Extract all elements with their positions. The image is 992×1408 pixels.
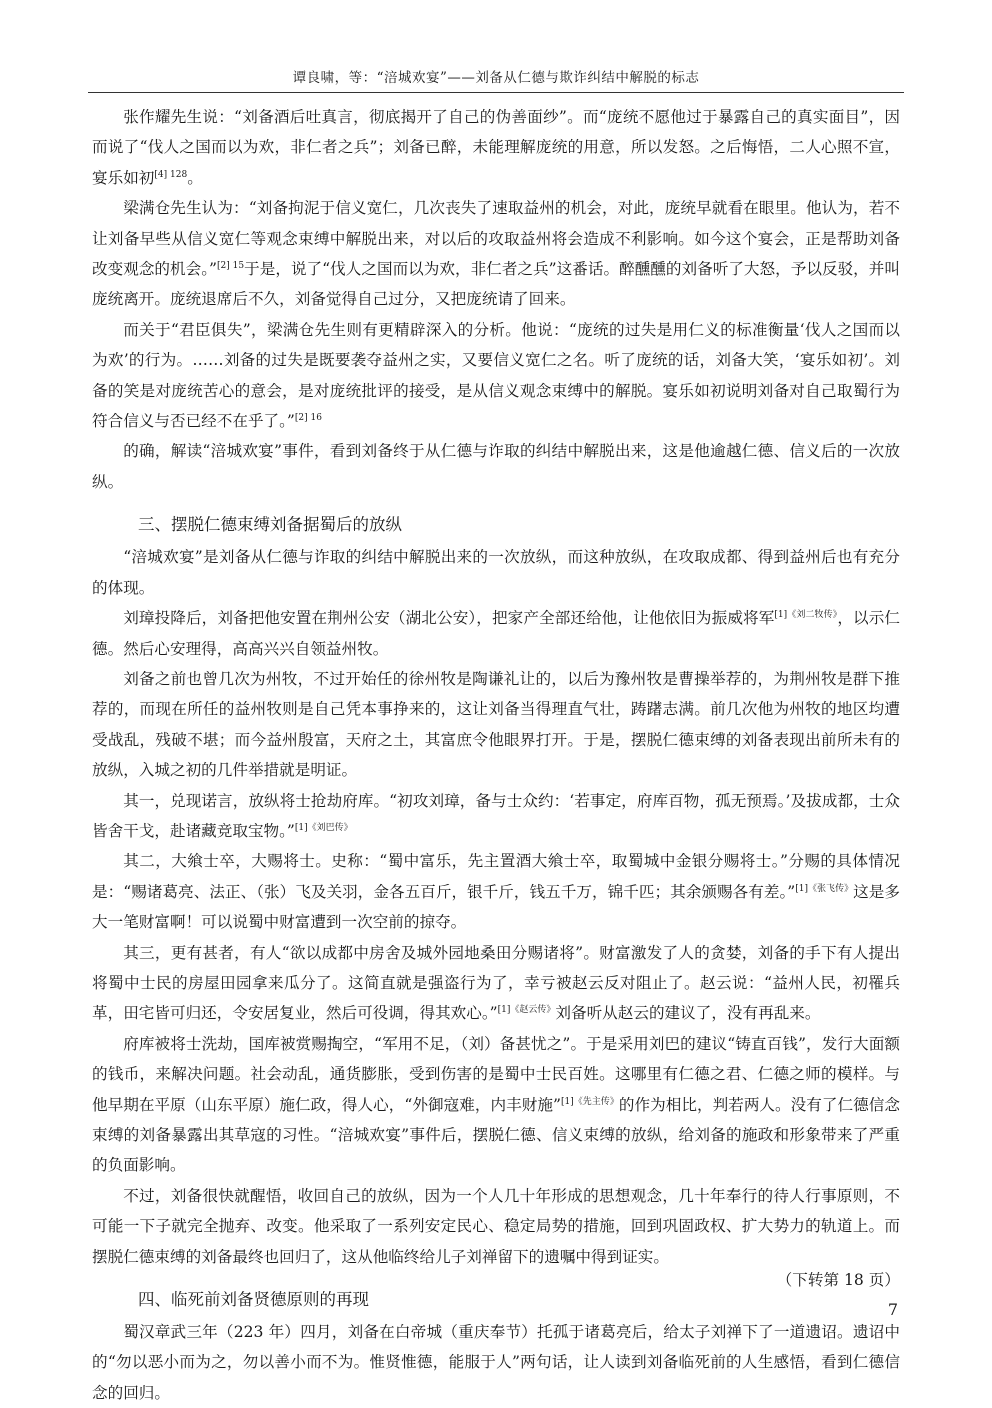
- citation-marker: [2] 15: [217, 260, 245, 271]
- paragraph: [92, 436, 900, 497]
- paragraph-text: 这是多大一笔财富啊！可以说蜀中财富遭到一次空前的掠夺。: [92, 882, 900, 932]
- paragraph-text: “涪城欢宴”是刘备从仁德与诈取的纠结中解脱出来的一次放纵，而这种放纵，在攻取成都、得到益州后也有充分的体现。: [92, 548, 900, 597]
- paragraph: [92, 1317, 900, 1408]
- citation-marker: [1]《刘二牧传》: [774, 609, 838, 620]
- running-header: 谭良啸，等：“涪城欢宴”——刘备从仁德与欺诈纠结中解脱的标志: [292, 70, 700, 86]
- paragraph-text: 刘备之前也曾几次为州牧，不过开始任的徐州牧是陶谦礼让的，以后为豫州牧是曹操举荐的，为荆州牧是群下推荐的，而现在所任的益州牧则是自己凭本事挣来的，这让刘备当得理直气壮，踌躇志满。前几次他为州牧的地区均遭受战乱，残破不堪；而今益州殷富，天府之土，其富庶令他眼界打开。于是，摆脱仁德束缚的刘备表现出前所未有的放纵，入城之初的几件举措就是明证。: [92, 669, 900, 780]
- paragraph-text: 。: [187, 168, 203, 187]
- citation-marker: [2] 16: [294, 412, 322, 423]
- citation-marker: [1]《刘巴传》: [294, 822, 353, 833]
- paragraph: [92, 102, 900, 193]
- citation-marker: [1]《张飞传》: [795, 883, 854, 894]
- paragraph-text: 刘璋投降后，刘备把他安置在荆州公安（湖北公安），把家产全部还给他，让他依旧为振威将军: [123, 609, 775, 628]
- paragraph-text: 于是，说了“伐人之国而以为欢，非仁者之兵”这番话。醉醺醺的刘备听了大怒，予以反驳，并叫庞统离开。庞统退席后不久，刘备觉得自己过分，又把庞统请了回来。: [92, 260, 900, 309]
- continued-note: （下转第 18 页）: [776, 1271, 900, 1289]
- citation-marker: [4] 128: [154, 169, 188, 180]
- paragraph-text: ，以示仁德。然后心安理得，高高兴兴自领益州牧。: [92, 609, 900, 658]
- paragraph: [92, 846, 900, 937]
- paragraph: [92, 938, 900, 1029]
- intro-paragraphs: [92, 102, 900, 497]
- paragraph-text: 而关于“君臣俱失”，梁满仓先生则有更精辟深入的分析。他说：“庞统的过失是用仁义的标准衡量‘伐人之国而以为欢’的行为。……刘备的过失是既要袭夺益州之实，又要信义宽仁之名。听了庞统的话，刘备大笑，‘宴乐如初’。刘备的笑是对庞统苦心的意会，是对庞统批评的接受，是从信义观念束缚中的解脱。宴乐如初说明刘备对自己取蜀行为符合信义与否已经不在乎了。”: [92, 320, 900, 431]
- paragraph-text: 刘备听从赵云的建议了，没有再乱来。: [555, 1004, 821, 1023]
- paragraph-text: 的确，解读“涪城欢宴”事件，看到刘备终于从仁德与诈取的纠结中解脱出来，这是他逾越仁德、信义后的一次放纵。: [92, 442, 900, 491]
- paragraph-text: 蜀汉章武三年（223 年）四月，刘备在白帝城（重庆奉节）托孤于诸葛亮后，给太子刘禅下了一道遗诏。遗诏中的“勿以恶小而为之，勿以善小而不为。惟贤惟德，能服于人”两句话，让人读到刘备临死前的人生感悟，看到仁德信念的回归。: [92, 1323, 900, 1402]
- citation-marker: [1]《先主传》: [560, 1096, 619, 1107]
- paragraph: [92, 664, 900, 786]
- section-4-paragraphs: [92, 1317, 900, 1408]
- header-rule: [88, 92, 904, 93]
- paragraph: [92, 1029, 900, 1181]
- page-number: 7: [887, 1300, 898, 1319]
- paragraph: [92, 1181, 900, 1272]
- paragraph-text: 梁满仓先生认为：“刘备拘泥于信义宽仁，几次丧失了速取益州的机会，对此，庞统早就看在眼里。他认为，若不让刘备早些从信义宽仁等观念束缚中解脱出来，对以后的攻取益州将会造成不利影响。如今这个宴会，正是帮助刘备改变观念的机会。”: [92, 199, 900, 279]
- paragraph: [92, 542, 900, 603]
- paragraph: [92, 193, 900, 315]
- section-heading: 四、临死前刘备贤德原则的再现: [138, 1290, 369, 1310]
- paragraph: [92, 786, 900, 847]
- citation-marker: [1]《赵云传》: [497, 1005, 556, 1016]
- paragraph-text: 其一，兑现诺言，放纵将士抢劫府库。“初攻刘璋，备与士众约：‘若事定，府库百物，孤无预焉。’及拔成都，士众皆舍干戈，赴诸藏竞取宝物。”: [92, 791, 900, 840]
- section-heading: 三、摆脱仁德束缚刘备据蜀后的放纵: [138, 515, 402, 535]
- paragraph-text: 其二，大飨士卒，大赐将士。史称：“蜀中富乐，先主置酒大飨士卒，取蜀城中金银分赐将士。”分赐的具体情况是：“赐诸葛亮、法正、（张）飞及关羽，金各五百斤，银千斤，钱五千万，锦千匹；其余颁赐各有差。”: [92, 852, 900, 901]
- section-3-paragraphs: [92, 542, 900, 1272]
- paragraph: [92, 315, 900, 437]
- paragraph-text: 其三，更有甚者，有人“欲以成都中房舍及城外园地桑田分赐诸将”。财富激发了人的贪婪，刘备的手下有人提出将蜀中士民的房屋田园拿来瓜分了。这简直就是强盗行为了，幸亏被赵云反对阻止了。赵云说：“益州人民，初罹兵革，田宅皆可归还，令安居复业，然后可役调，得其欢心。”: [92, 943, 900, 1023]
- paragraph: [92, 603, 900, 664]
- paragraph-text: 张作耀先生说：“刘备酒后吐真言，彻底揭开了自己的伪善面纱”。而“庞统不愿他过于暴露自己的真实面目”，因而说了“伐人之国而以为欢，非仁者之兵”；刘备已醉，未能理解庞统的用意，所以发怒。之后悔悟，二人心照不宣，宴乐如初: [92, 108, 900, 187]
- article-body: [92, 102, 900, 1408]
- paragraph-text: 府库被将士洗劫，国库被赏赐掏空，“军用不足，（刘）备甚忧之”。于是采用刘巴的建议“铸直百钱”，发行大面额的钱币，来解决问题。社会动乱，通货膨胀，受到伤害的是蜀中士民百姓。这哪里有仁德之君、仁德之师的模样。与他早期在平原（山东平原）施仁政，得人心，“外御寇难，内丰财施”: [92, 1034, 900, 1114]
- paragraph-text: 不过，刘备很快就醒悟，收回自己的放纵，因为一个人几十年形成的思想观念，几十年奉行的待人行事原则，不可能一下子就完全抛弃、改变。他采取了一系列安定民心、稳定局势的措施，回到巩固政权、扩大势力的轨道上。而摆脱仁德束缚的刘备最终也回归了，这从他临终给儿子刘禅留下的遗嘱中得到证实。: [92, 1186, 900, 1266]
- paragraph-text: 的作为相比，判若两人。没有了仁德信念束缚的刘备暴露出其草寇的习性。“涪城欢宴”事件后，摆脱仁德、信义束缚的放纵，给刘备的施政和形象带来了严重的负面影响。: [92, 1095, 900, 1175]
